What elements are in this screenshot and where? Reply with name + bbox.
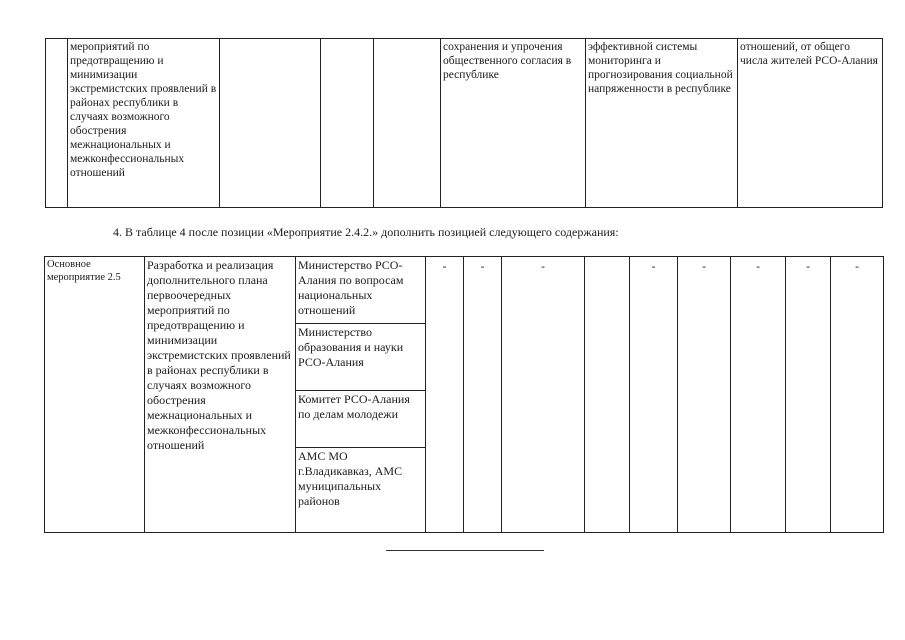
value-cell: -	[630, 257, 678, 533]
value-cell: -	[831, 257, 884, 533]
value-cell: -	[464, 257, 502, 533]
measure-code: Основное мероприятие 2.5	[45, 257, 145, 533]
table-row	[46, 39, 883, 208]
table-cell: мероприятий по предотвращению и минимизации экстремистских проявлений в районах республики в случаях возможного обострения межнациональных и межконфессиональных отношений	[68, 39, 220, 208]
measure-description: Разработка и реализация дополнительного плана первоочередных мероприятий по предотвращению и минимизации экстремистских проявлений в районах республики в случаях возможного обострения межнациональных и межконфессиональных отношений	[145, 257, 296, 533]
executor-cell: АМС МО г.Владикавказ, АМС муниципальных районов	[296, 448, 426, 533]
top-table-fragment	[45, 38, 883, 208]
value-cell	[585, 257, 630, 533]
value-cell: -	[731, 257, 786, 533]
executor-cell: Комитет РСО-Алания по делам молодежи	[296, 391, 426, 448]
value-cell: -	[678, 257, 731, 533]
table-cell: сохранения и упрочения общественного согласия в республике	[441, 39, 586, 208]
value-cell: -	[426, 257, 464, 533]
table-4-addition	[44, 256, 884, 533]
table-cell	[220, 39, 321, 208]
executor-cell: Министерство РСО-Алания по вопросам национальных отношений	[296, 257, 426, 324]
table-row	[45, 257, 884, 324]
table-cell	[46, 39, 68, 208]
value-cell: -	[786, 257, 831, 533]
table-cell: отношений, от общего числа жителей РСО-Алания	[738, 39, 883, 208]
value-cell: -	[502, 257, 585, 533]
table-cell	[321, 39, 374, 208]
amendment-paragraph: 4. В таблице 4 после позиции «Мероприятие 2.4.2.» дополнить позицией следующего содержания:	[113, 225, 619, 239]
footer-separator-line	[386, 550, 544, 551]
table-cell: эффективной системы мониторинга и прогнозирования социальной напряженности в республике	[586, 39, 738, 208]
table-cell	[374, 39, 441, 208]
executor-cell: Министерство образования и науки РСО-Алания	[296, 324, 426, 391]
